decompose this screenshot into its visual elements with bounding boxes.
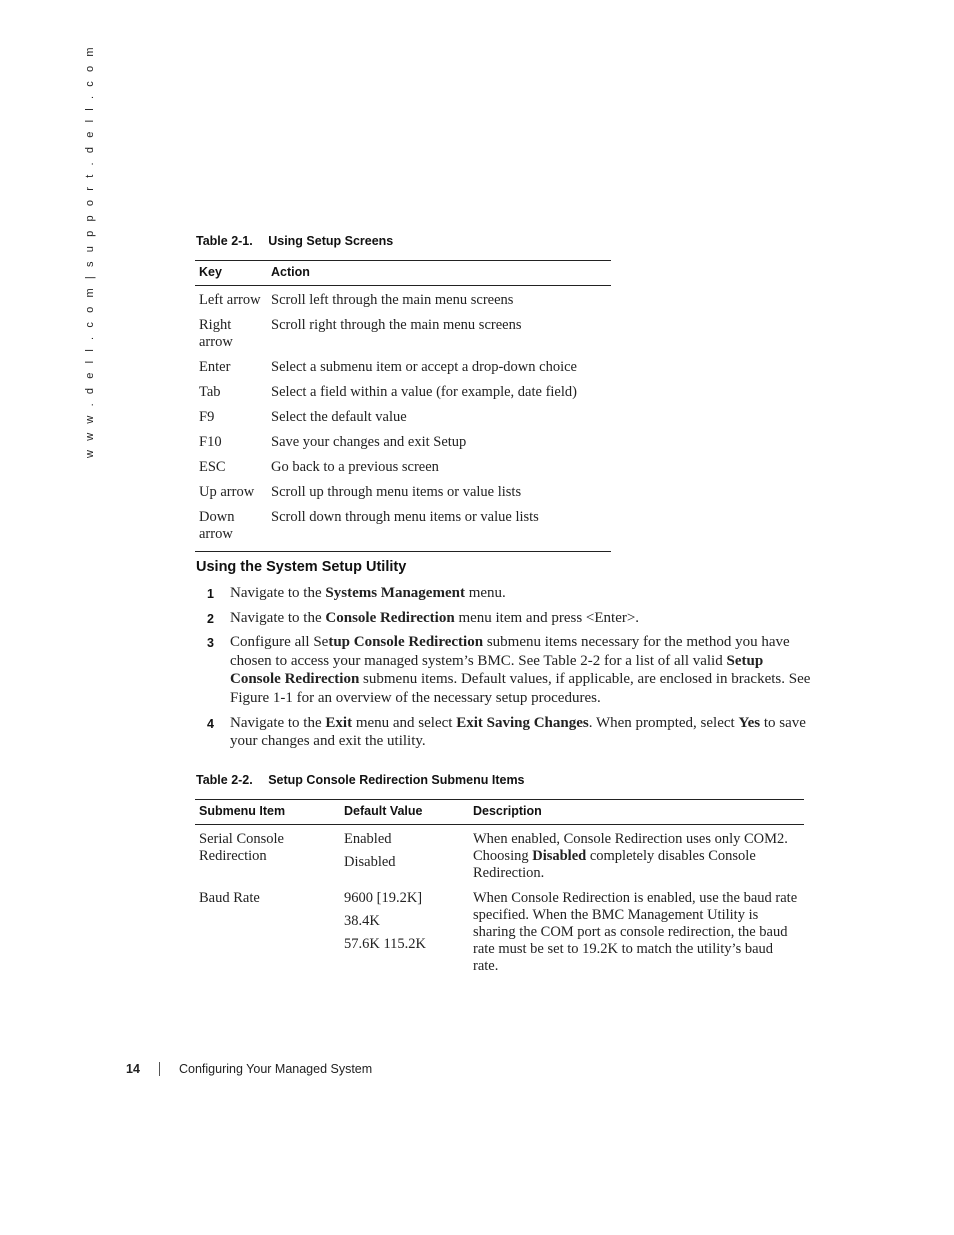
page-number: 14	[126, 1062, 140, 1076]
step-text: menu and select	[352, 714, 457, 731]
step-text: Configure all Se	[230, 634, 329, 651]
description-cell	[469, 825, 804, 888]
key-cell: ESC	[199, 459, 226, 475]
action-cell: Go back to a previous screen	[271, 459, 439, 475]
table-row	[195, 356, 611, 381]
action-cell: Select a submenu item or accept a drop-down choice	[271, 359, 577, 375]
step-emphasis: Systems Management	[325, 585, 465, 601]
default-value: 9600 [19.2K]	[344, 890, 423, 906]
step-emphasis: Exit	[325, 714, 353, 731]
description-text: completely disables Console Redirection.	[473, 848, 756, 881]
step-text: submenu items. Default values, if applicable, are enclosed in brackets. See Figure 1-1 for an overview of the necessary setup procedures.	[230, 671, 811, 706]
action-cell: Scroll up through menu items or value lists	[271, 484, 522, 500]
step-item	[205, 714, 811, 751]
step-item	[205, 633, 811, 707]
table2-number: Table 2-2.	[196, 773, 253, 787]
submenu-item-cell: Serial Console Redirection	[199, 831, 284, 864]
default-value: Disabled	[344, 854, 396, 870]
description-text: When enabled, Console Redirection uses only COM2. Choosing	[473, 831, 788, 864]
section-heading: Using the System Setup Utility	[196, 559, 407, 575]
step-number: 1	[207, 587, 214, 601]
description-emphasis: Disabled	[532, 848, 587, 864]
step-number: 2	[207, 611, 214, 626]
step-text: . When prompted, select	[588, 714, 739, 731]
step-text: Navigate to the	[230, 609, 326, 626]
default-value: 38.4K	[344, 913, 380, 929]
table1-number: Table 2-1.	[196, 234, 253, 248]
table-using-setup-screens	[195, 260, 611, 552]
key-cell: F9	[199, 409, 215, 425]
default-value: 57.6K 115.2K	[344, 936, 427, 952]
key-cell: Enter	[199, 359, 231, 375]
table2-header-submenu-item: Submenu Item	[195, 800, 340, 825]
table-row	[195, 887, 804, 983]
step-text: to save your changes and exit the utility.	[230, 714, 806, 750]
action-cell: Scroll left through the main menu screens	[271, 292, 514, 308]
description-cell	[469, 887, 804, 983]
step-text: submenu items necessary for the method you have chosen to access your managed system’s BMC. See Table 2-2 for a list of all valid	[230, 634, 790, 669]
step-emphasis: Console Redirection	[325, 609, 455, 626]
description-text: When Console Redirection is enabled, use the baud rate specified. When the BMC Management Utility is sharing the COM port as console redirection, the baud rate must be set to 19.2K to match the utility’s baud rate.	[473, 890, 798, 974]
table-row	[195, 406, 611, 431]
key-cell: Right arrow	[199, 317, 233, 350]
table2-header-description: Description	[469, 800, 804, 825]
step-emphasis: tup Console Redirection	[328, 634, 484, 651]
step-item	[205, 609, 811, 628]
table-row	[195, 381, 611, 406]
table-row	[195, 481, 611, 506]
key-cell: Up arrow	[199, 484, 255, 500]
table1-header-action: Action	[267, 261, 611, 286]
submenu-item-cell: Baud Rate	[199, 890, 260, 906]
table-row	[195, 314, 611, 356]
default-value-cell	[340, 887, 469, 983]
key-cell: Down arrow	[195, 506, 267, 552]
action-cell: Select the default value	[271, 409, 407, 425]
step-text: menu.	[464, 585, 506, 601]
steps-list	[205, 584, 811, 757]
table-row	[195, 506, 611, 552]
table1-header-key: Key	[195, 261, 267, 286]
step-text: menu item and press <Enter>.	[454, 609, 640, 626]
table-row	[195, 825, 804, 888]
table1-caption	[196, 234, 393, 248]
default-value: Enabled	[344, 831, 392, 847]
key-cell: Tab	[199, 384, 221, 400]
action-cell: Scroll right through the main menu screens	[271, 317, 522, 333]
default-value-cell	[340, 825, 469, 888]
step-text: Navigate to the	[230, 585, 326, 601]
step-text: Navigate to the	[230, 714, 326, 731]
table-row	[195, 431, 611, 456]
table2-title: Setup Console Redirection Submenu Items	[268, 773, 525, 787]
table-console-redirection-submenu	[195, 799, 804, 983]
action-cell: Scroll down through menu items or value lists	[267, 506, 611, 552]
table2-caption	[196, 773, 525, 787]
step-item	[205, 584, 811, 603]
action-cell: Save your changes and exit Setup	[271, 434, 467, 450]
step-number: 4	[207, 716, 214, 731]
key-cell: F10	[199, 434, 222, 450]
step-number: 3	[207, 636, 214, 651]
table-row	[195, 456, 611, 481]
step-emphasis: Yes	[738, 714, 761, 731]
key-cell: Left arrow	[199, 292, 261, 308]
footer-divider	[159, 1062, 160, 1076]
action-cell: Select a field within a value (for example, date field)	[271, 384, 577, 400]
step-emphasis: Exit Saving Changes	[456, 714, 589, 731]
step-emphasis: Setup Console Redirection	[230, 652, 764, 688]
side-url-text: w w w . d e l l . c o m | s u p p o r t . d e l l . c o m	[84, 44, 96, 458]
table1-title: Using Setup Screens	[268, 234, 394, 248]
table2-header-default-value: Default Value	[340, 800, 469, 825]
footer-chapter-title: Configuring Your Managed System	[179, 1062, 373, 1076]
table-row	[195, 286, 611, 315]
